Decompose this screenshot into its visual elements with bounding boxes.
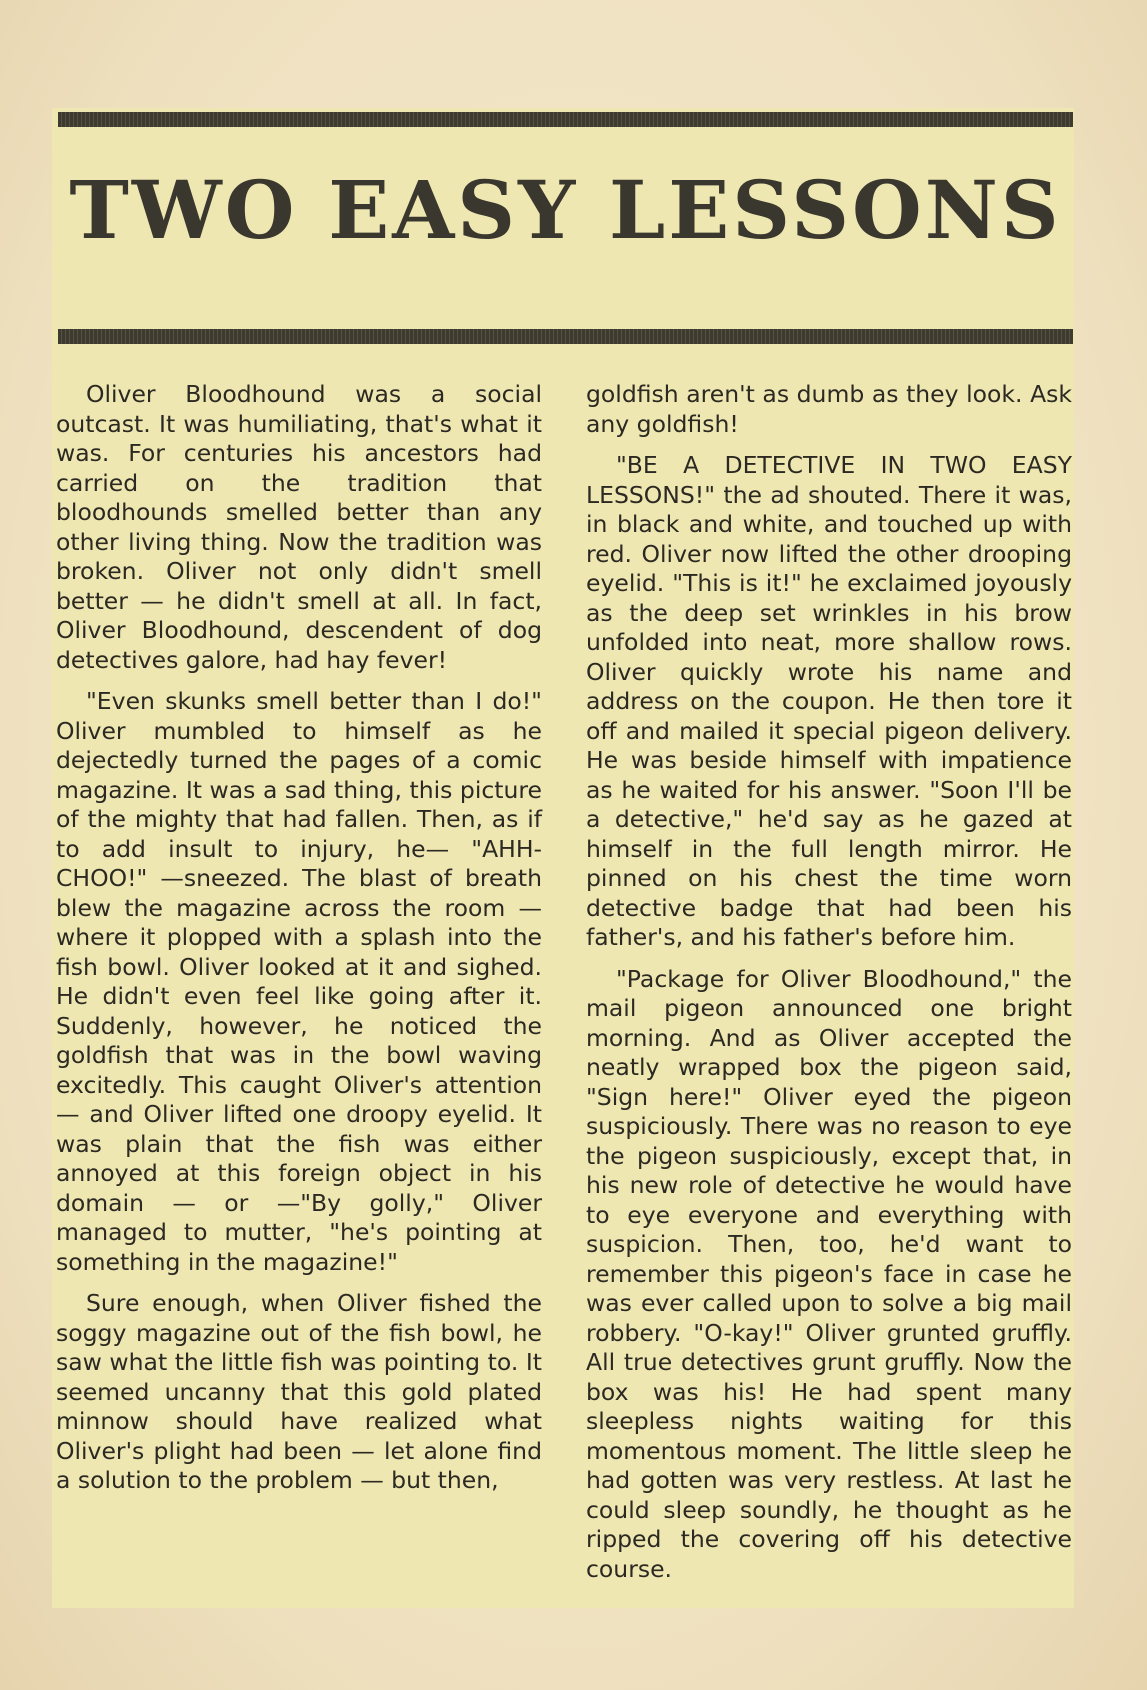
paragraph: "Package for Oliver Bloodhound," the mail pigeon announced one bright morning. And as Oliver accepted the neatly wrapped box the pigeon said, "Sign here!" Oliver eyed the pigeon suspiciously. There was no reason to eye the pigeon suspiciously, except that, in his new role of detective he would have to eye everyone and everything with suspicion. Then, too, he'd want to remember this pigeon's face in case he was ever called upon to solve a big mail robbery. "O-kay!" Oliver grunted gruffly. All true detectives grunt gruffly. Now the box was his! He had spent many sleepless nights waiting for this momentous moment. The little sleep he had gotten was very restless. At last he could sleep soundly, he thought as he ripped the covering off his detective course. [586, 964, 1072, 1583]
left-column [56, 380, 542, 1508]
paragraph: Oliver Bloodhound was a social outcast. It was humiliating, that's what it was. For centuries his ancestors had carried on the tradition that bloodhounds smelled better than any other living thing. Now the tradition was broken. Oliver not only didn't smell better — he didn't smell at all. In fact, Oliver Bloodhound, descendent of dog detectives galore, had hay fever! [56, 380, 542, 674]
bottom-rule [58, 329, 1073, 344]
top-rule [58, 112, 1073, 127]
story-title: TWO EASY LESSONS [69, 163, 1062, 257]
paragraph-continuation: goldfish aren't as dumb as they look. Ask any goldfish! [586, 380, 1072, 438]
paragraph: "Even skunks smell better than I do!" Oliver mumbled to himself as he dejectedly turned the pages of a comic magazine. It was a sad thing, this picture of the mighty that had fallen. Then, as if to add insult to injury, he— "AHH-CHOO!" —sneezed. The blast of breath blew the magazine across the room — where it plopped with a splash into the fish bowl. Oliver looked at it and sighed. He didn't even feel like going after it. Suddenly, however, he noticed the goldfish that was in the bowl waving excitedly. This caught Oliver's attention — and Oliver lifted one droopy eyelid. It was plain that the fish was either annoyed at this foreign object in his domain — or —"By golly," Oliver managed to mutter, "he's pointing at something in the magazine!" [56, 687, 542, 1276]
right-column [586, 380, 1072, 1596]
paragraph: "BE A DETECTIVE IN TWO EASY LESSONS!" the ad shouted. There it was, in black and white, and touched up with red. Oliver now lifted the other drooping eyelid. "This is it!" he exclaimed joyously as the deep set wrinkles in his brow unfolded into neat, more shallow rows. Oliver quickly wrote his name and address on the coupon. He then tore it off and mailed it special pigeon delivery. He was beside himself with impatience as he waited for his answer. "Soon I'll be a detective," he'd say as he gazed at himself in the full length mirror. He pinned on his chest the time worn detective badge that had been his father's, and his father's before him. [586, 451, 1072, 951]
paragraph: Sure enough, when Oliver fished the soggy magazine out of the fish bowl, he saw what the little fish was pointing to. It seemed uncanny that this gold plated minnow should have realized what Oliver's plight had been — let alone find a solution to the problem — but then, [56, 1289, 542, 1494]
